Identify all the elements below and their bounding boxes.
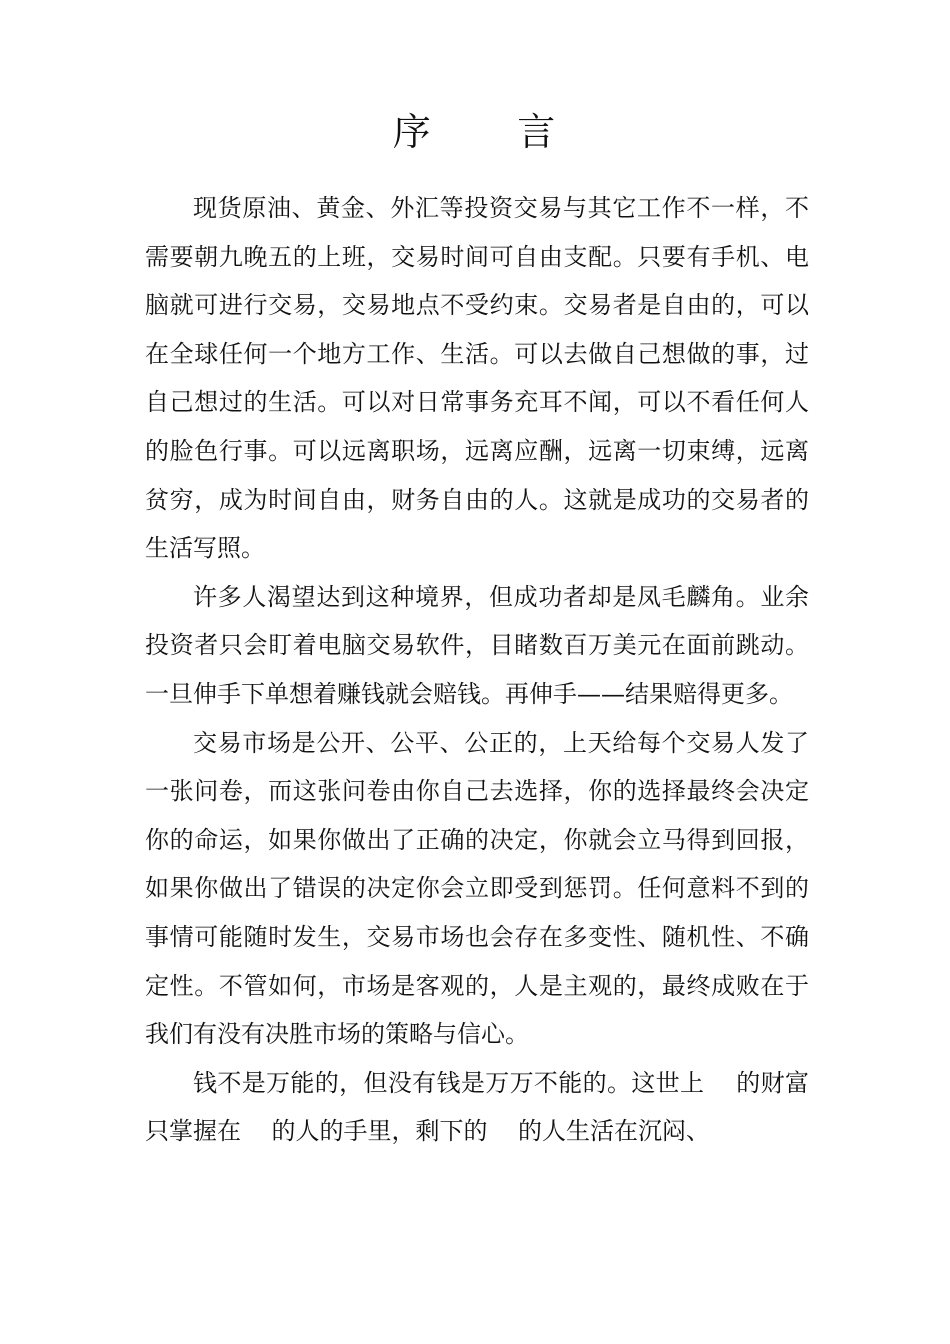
page-title: 序 言	[392, 110, 558, 154]
paragraph-1: 现货原油、黄金、外汇等投资交易与其它工作不一样，不需要朝九晚五的上班，交易时间可自由支配。只要有手机、电脑就可进行交易，交易地点不受约束。交易者是自由的，可以在全球任何一个地方工作、生活。可以去做自己想做的事，过自己想过的生活。可以对日常事务充耳不闻，可以不看任何人的脸色行事。可以远离职场，远离应酬，远离一切束缚，远离贫穷，成为时间自由，财务自由的人。这就是成功的交易者的生活写照。	[145, 194, 809, 563]
paragraph-4: 钱不是万能的，但没有钱是万万不能的。这世上 的财富只掌握在 的人的手里，剩下的 的人生活在沉闷、	[145, 1068, 809, 1146]
paragraph-2: 许多人渴望达到这种境界，但成功者却是凤毛麟角。业余投资者只会盯着电脑交易软件，目睹数百万美元在面前跳动。一旦伸手下单想着赚钱就会赔钱。再伸手——结果赔得更多。	[145, 582, 809, 708]
paragraph-3: 交易市场是公开、公平、公正的，上天给每个交易人发了一张问卷，而这张问卷由你自己去选择，你的选择最终会决定你的命运，如果你做出了正确的决定，你就会立马得到回报，如果你做出了错误的决定你会立即受到惩罚。任何意料不到的事情可能随时发生，交易市场也会存在多变性、随机性、不确定性。不管如何，市场是客观的，人是主观的，最终成败在于我们有没有决胜市场的策略与信心。	[145, 728, 809, 1049]
document-body	[145, 184, 809, 1156]
